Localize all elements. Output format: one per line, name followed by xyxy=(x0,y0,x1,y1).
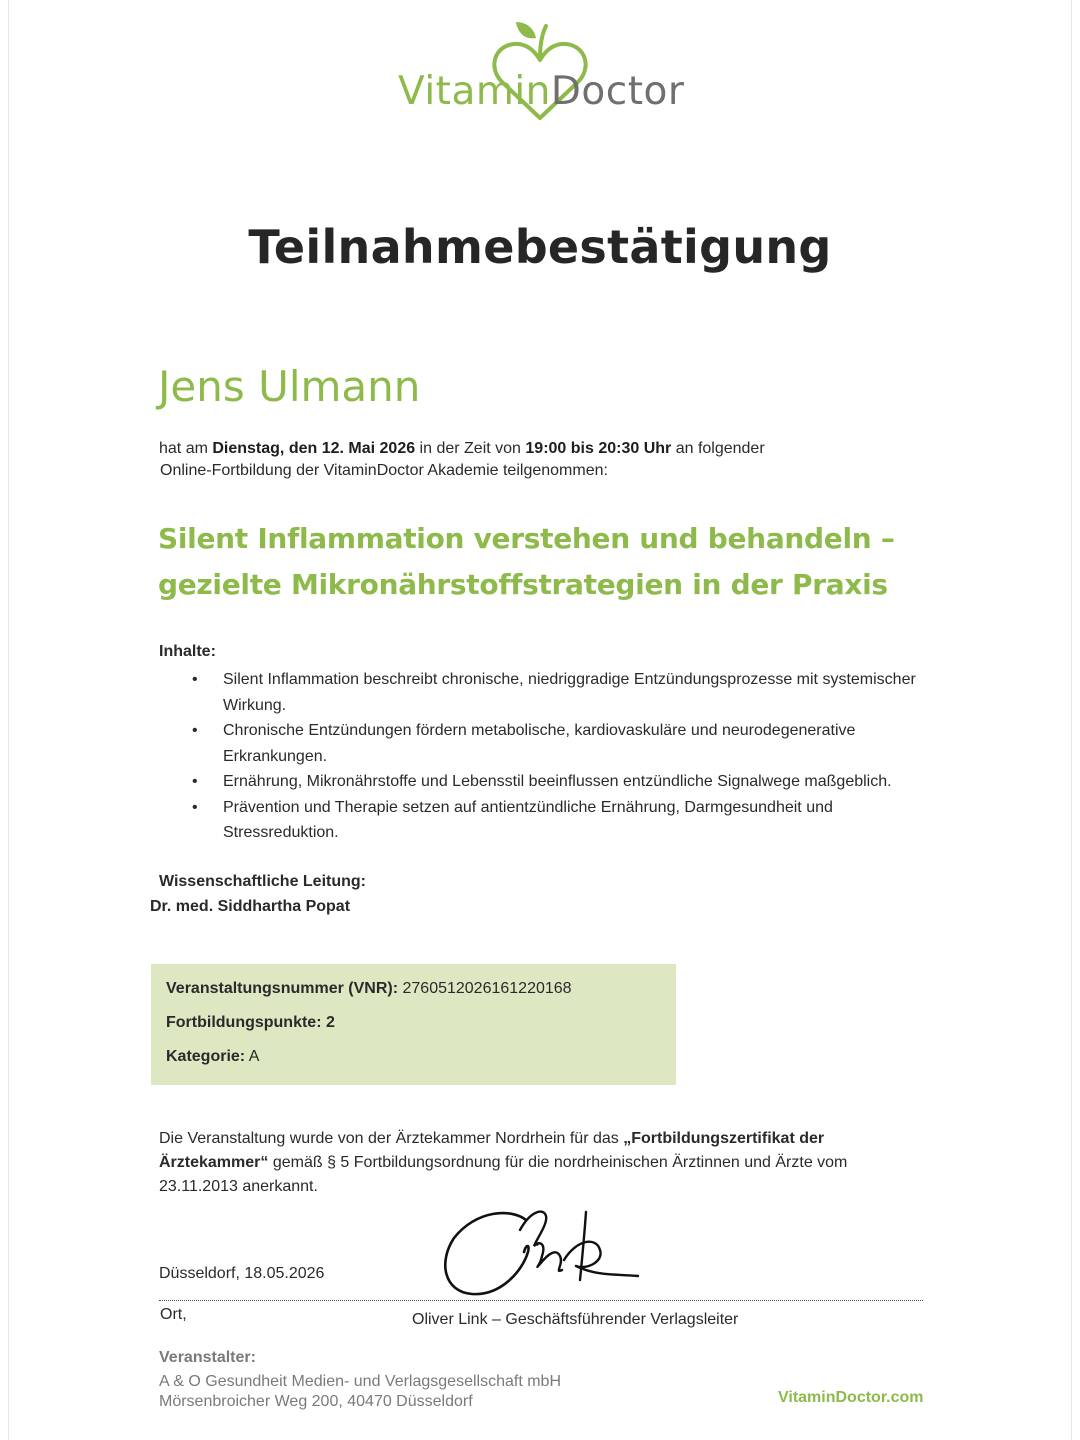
list-item-text: Ernährung, Mikronährstoffe und Lebensstil beeinflussen entzündliche Signalwege maßgeblich. xyxy=(223,773,892,790)
list-item xyxy=(190,795,930,846)
vnr-row xyxy=(166,980,572,998)
category-label: Kategorie: xyxy=(166,1048,246,1065)
bullet-icon: • xyxy=(192,798,198,816)
bullet-icon: • xyxy=(192,773,198,790)
recognition-text-2: gemäß § 5 Fortbildungsordnung für die nordrheinischen Ärztinnen und Ärzte vom 23.11.2013 anerkannt. xyxy=(159,1154,848,1195)
vnr-value: 2760512026161220168 xyxy=(398,980,572,997)
intro-text-2: in der Zeit von xyxy=(415,440,526,457)
organizer-company: A & O Gesundheit Medien- und Verlagsgesellschaft mbH xyxy=(159,1373,561,1390)
page-edge-right xyxy=(1071,0,1072,1440)
signature-image xyxy=(436,1200,646,1300)
intro-text-1: hat am xyxy=(159,440,213,457)
logo-wordmark xyxy=(398,70,684,114)
recognition-statement xyxy=(159,1127,889,1199)
list-item-text: Chronische Entzündungen fördern metabolische, kardiovaskuläre und neurodegenerative Erkrankungen. xyxy=(223,722,856,765)
intro-text-3: an folgender xyxy=(671,440,765,457)
attendance-statement xyxy=(159,438,919,482)
event-date: Dienstag, den 12. Mai 2026 xyxy=(212,440,416,457)
bullet-icon: • xyxy=(192,722,198,739)
points-row xyxy=(166,1014,335,1032)
scientific-lead-label: Wissenschaftliche Leitung: xyxy=(159,873,366,890)
recognition-certificate: „Fortbildungszertifikat der Ärztekammer“ xyxy=(159,1130,825,1171)
list-item xyxy=(190,667,930,718)
signature-line xyxy=(159,1300,923,1301)
list-item-text: Prävention und Therapie setzen auf antientzündliche Ernährung, Darmgesundheit und Stressreduktion. xyxy=(223,798,833,841)
page-title: Teilnahmebestätigung xyxy=(248,220,832,274)
points-label: Fortbildungspunkte: 2 xyxy=(166,1014,335,1031)
contents-list xyxy=(190,667,930,846)
organizer-address: Mörsenbroicher Weg 200, 40470 Düsseldorf xyxy=(159,1393,473,1410)
contents-heading: Inhalte: xyxy=(159,643,216,660)
recognition-text-1: Die Veranstaltung wurde von der Ärztekammer Nordrhein für das xyxy=(159,1130,624,1147)
page-edge-left xyxy=(8,0,9,1440)
organizer-label: Veranstalter: xyxy=(159,1349,256,1366)
category-row xyxy=(166,1048,259,1066)
vitamindoctor-logo xyxy=(398,18,685,124)
logo-part-doctor: Doctor xyxy=(550,69,685,114)
place-label: Ort, xyxy=(160,1306,187,1323)
signer-name: Oliver Link – Geschäftsführender Verlagsleiter xyxy=(412,1311,739,1328)
logo-part-vitamin: Vitamin xyxy=(398,69,551,114)
website-link[interactable]: VitaminDoctor.com xyxy=(778,1389,924,1406)
place-date: Düsseldorf, 18.05.2026 xyxy=(159,1265,325,1282)
list-item-text: Silent Inflammation beschreibt chronische, niedriggradige Entzündungsprozesse mit systemischer Wirkung. xyxy=(223,671,916,714)
participant-name: Jens Ulmann xyxy=(158,362,421,411)
bullet-icon: • xyxy=(192,671,198,688)
intro-line-2: Online-Fortbildung der VitaminDoctor Akademie teilgenommen: xyxy=(160,462,608,479)
event-info-box xyxy=(151,964,676,1085)
list-item xyxy=(190,769,930,795)
scientific-lead-name: Dr. med. Siddhartha Popat xyxy=(150,898,351,915)
category-value: A xyxy=(245,1048,260,1065)
event-time: 19:00 bis 20:30 Uhr xyxy=(525,440,672,457)
course-title: Silent Inflammation verstehen und behandeln – gezielte Mikronährstoffstrategien in der Praxis xyxy=(158,522,895,601)
vnr-label: Veranstaltungsnummer (VNR): xyxy=(166,980,399,997)
list-item xyxy=(190,718,930,769)
